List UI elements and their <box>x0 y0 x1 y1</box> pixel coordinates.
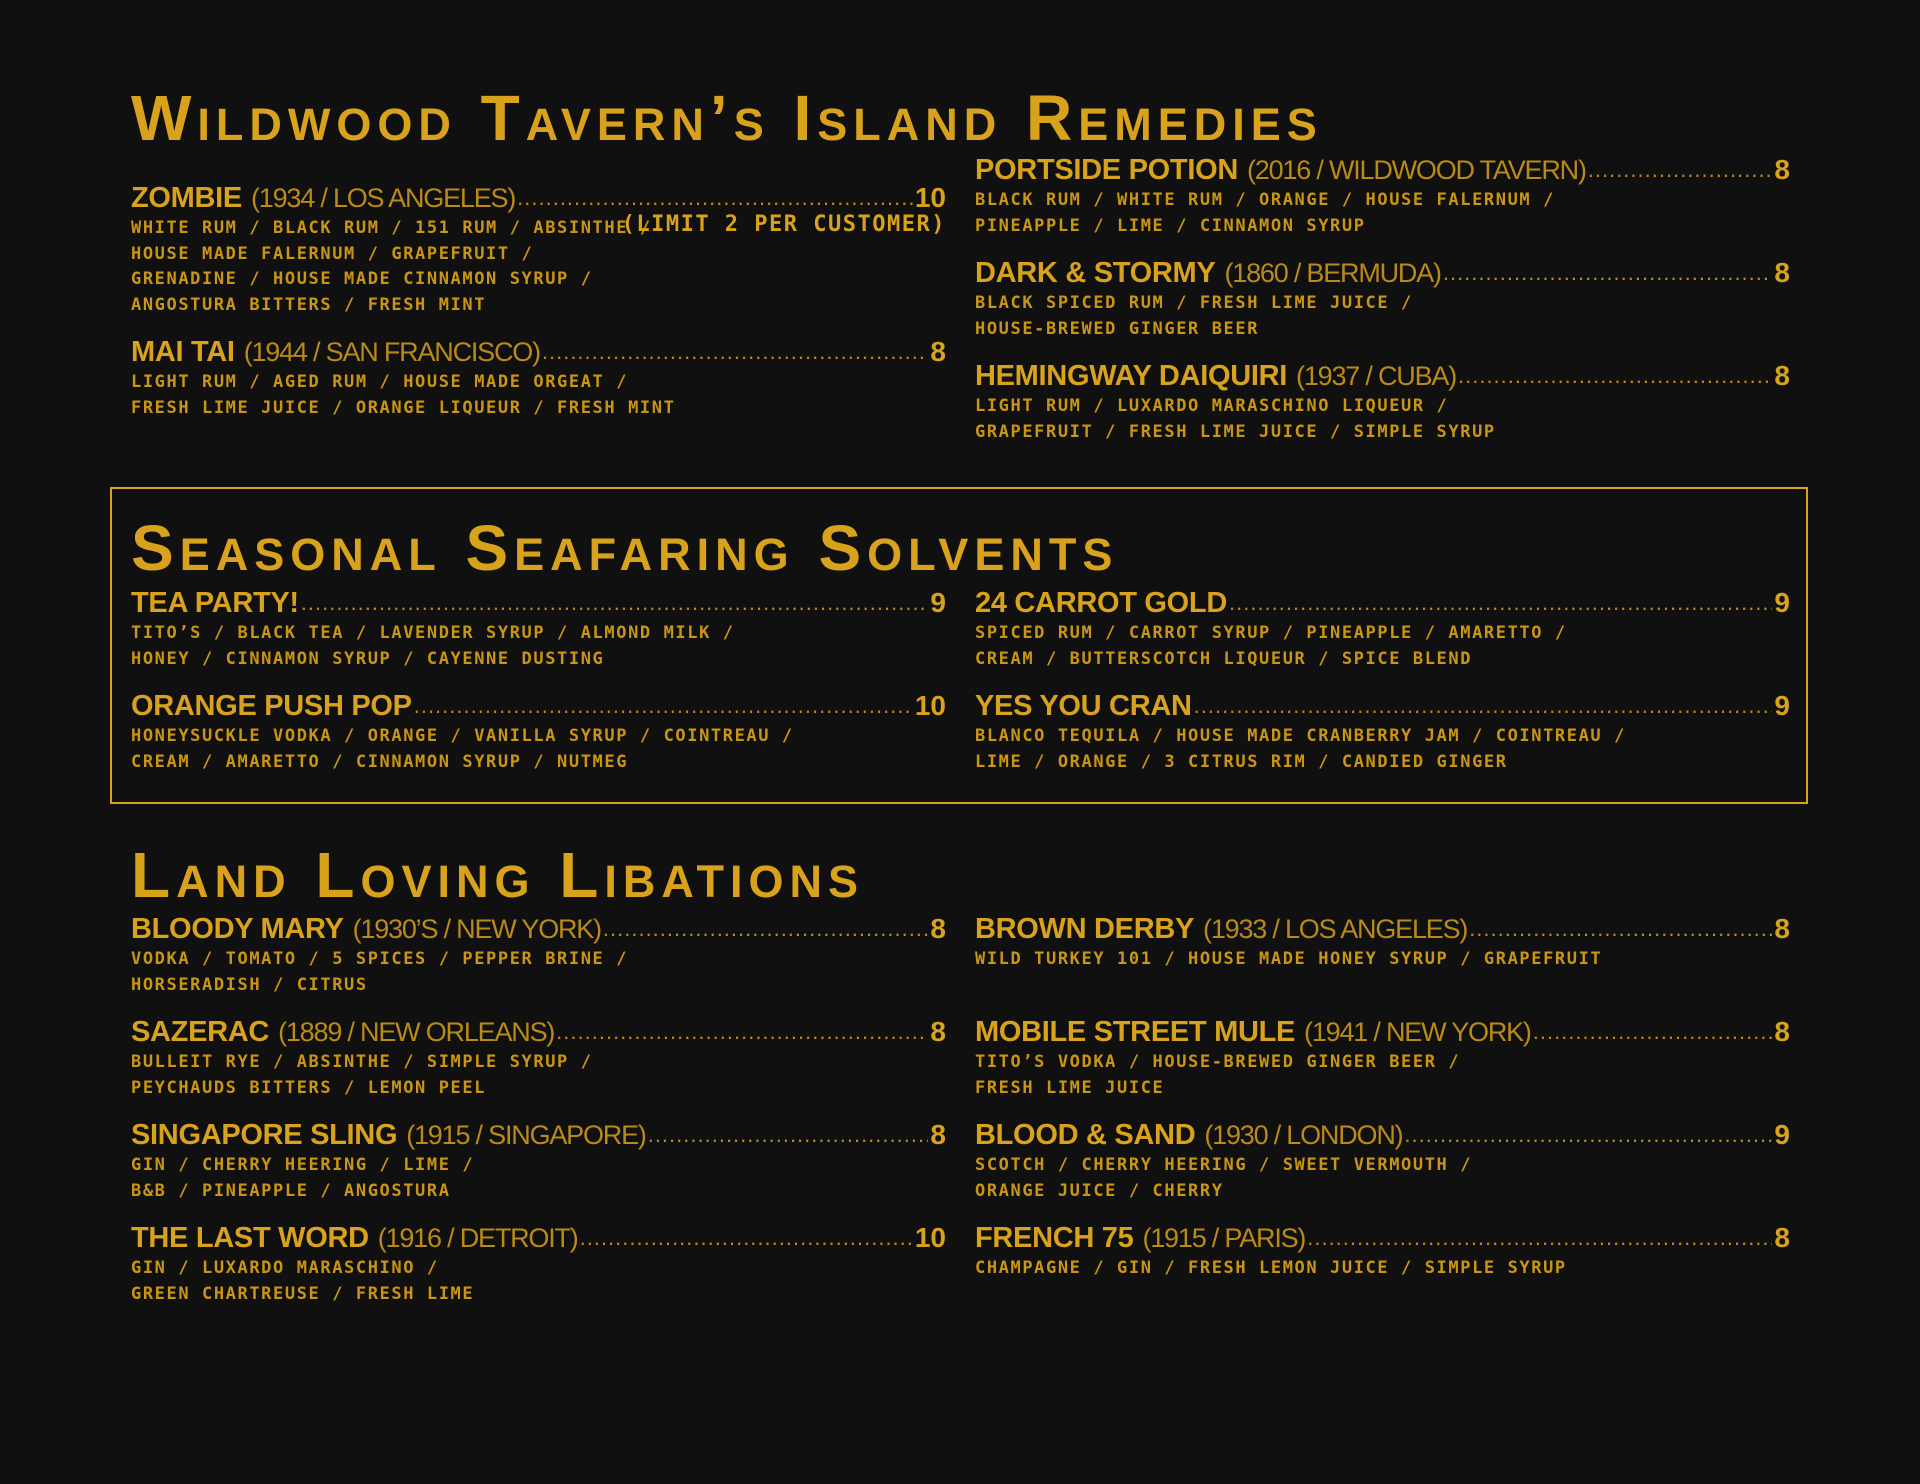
menu-item-sazerac <box>131 1016 946 1101</box>
dot-leader <box>648 1122 929 1148</box>
item-price: 8 <box>1774 360 1790 391</box>
item-description-line: CHAMPAGNE / GIN / FRESH LEMON JUICE / SIMPLE SYRUP <box>975 1258 1567 1278</box>
menu-item-french-75 <box>975 1222 1790 1282</box>
item-price: 9 <box>930 587 946 618</box>
item-price: 8 <box>1774 913 1790 944</box>
item-name: SAZERAC <box>131 1016 270 1048</box>
item-origin: (2016 / WILDWOOD TAVERN) <box>1246 155 1586 185</box>
menu-item-tea-party <box>131 587 946 672</box>
section-title: Seasonal Seafaring Solvents <box>131 512 1119 584</box>
item-price: 8 <box>930 1016 946 1047</box>
menu-item-the-last-word <box>131 1222 946 1307</box>
item-name: BROWN DERBY <box>975 913 1195 945</box>
item-name: TEA PARTY! <box>131 587 299 619</box>
item-origin: (1860 / BERMUDA) <box>1224 258 1441 288</box>
item-description-line: LIGHT RUM / LUXARDO MARASCHINO LIQUEUR / <box>975 396 1449 416</box>
item-name: FRENCH 75 <box>975 1222 1134 1254</box>
item-origin: (1915 / PARIS) <box>1142 1223 1306 1253</box>
item-price: 10 <box>914 1222 946 1253</box>
section-title: Wildwood Tavern’s Island Remedies <box>131 82 1323 154</box>
dot-leader <box>1404 1122 1772 1148</box>
item-header <box>131 1119 946 1153</box>
item-origin: (1933 / LOS ANGELES) <box>1203 914 1468 944</box>
item-name: 24 CARROT GOLD <box>975 587 1227 619</box>
item-header <box>975 587 1790 621</box>
item-description-line: PEYCHAUDS BITTERS / LEMON PEEL <box>131 1077 487 1098</box>
item-header <box>975 154 1790 188</box>
menu-item-bloody-mary <box>131 913 946 998</box>
item-price: 8 <box>1774 1222 1790 1253</box>
item-description-line: TITO’S / BLACK TEA / LAVENDER SYRUP / ALMOND MILK / <box>131 623 735 643</box>
item-price: 8 <box>1774 154 1790 185</box>
item-description-line: B&B / PINEAPPLE / ANGOSTURA <box>131 1180 451 1201</box>
item-price: 8 <box>930 913 946 944</box>
item-origin: (1915 / SINGAPORE) <box>406 1120 646 1150</box>
item-price: 8 <box>1774 1016 1790 1047</box>
item-name: HEMINGWAY DAIQUIRI <box>975 360 1288 392</box>
item-origin: (1889 / NEW ORLEANS) <box>278 1017 555 1047</box>
item-price: 9 <box>1774 1119 1790 1150</box>
item-description-line: SCOTCH / CHERRY HEERING / SWEET VERMOUTH / <box>975 1155 1473 1175</box>
item-description-line: PINEAPPLE / LIME / CINNAMON SYRUP <box>975 215 1366 236</box>
item-header <box>975 360 1790 394</box>
item-header <box>131 587 946 621</box>
item-name: SINGAPORE SLING <box>131 1119 398 1151</box>
dot-leader <box>1588 157 1773 183</box>
item-description-line: WHITE RUM / BLACK RUM / 151 RUM / ABSINTHE / <box>131 218 652 238</box>
menu-item-24-carrot-gold <box>975 587 1790 672</box>
menu-item-dark-and-stormy <box>975 257 1790 342</box>
item-description-line: FRESH LIME JUICE / ORANGE LIQUEUR / FRESH MINT <box>131 397 676 418</box>
dot-leader <box>414 693 913 719</box>
item-name: BLOOD & SAND <box>975 1119 1196 1151</box>
item-description-line: HOUSE-BREWED GINGER BEER <box>975 318 1260 339</box>
dot-leader <box>556 1019 928 1045</box>
item-price: 9 <box>1774 587 1790 618</box>
item-description-line: LIGHT RUM / AGED RUM / HOUSE MADE ORGEAT / <box>131 372 629 392</box>
section-seasonal-solvents <box>131 512 1790 786</box>
dot-leader <box>1194 693 1773 719</box>
item-origin: (1944 / SAN FRANCISCO) <box>243 337 540 367</box>
item-name: PORTSIDE POTION <box>975 154 1238 186</box>
dot-leader <box>542 339 929 365</box>
item-header <box>131 913 946 947</box>
item-description-line: BLANCO TEQUILA / HOUSE MADE CRANBERRY JAM / COINTREAU / <box>975 726 1626 746</box>
menu-item-portside-potion <box>975 154 1790 239</box>
menu-item-singapore-sling <box>131 1119 946 1204</box>
dot-leader <box>301 590 929 616</box>
item-header <box>131 182 946 216</box>
item-description-line: HORSERADISH / CITRUS <box>131 974 368 995</box>
item-name: MOBILE STREET MULE <box>975 1016 1296 1048</box>
item-description-line: GIN / CHERRY HEERING / LIME / <box>131 1155 475 1175</box>
item-price: 10 <box>914 182 946 213</box>
item-description-line: TITO’S VODKA / HOUSE-BREWED GINGER BEER / <box>975 1052 1461 1072</box>
dot-leader <box>603 916 929 942</box>
item-header <box>975 1119 1790 1153</box>
dot-leader <box>580 1225 913 1251</box>
item-description-line: WILD TURKEY 101 / HOUSE MADE HONEY SYRUP / GRAPEFRUIT <box>975 949 1603 969</box>
item-description-line: HONEYSUCKLE VODKA / ORANGE / VANILLA SYRUP / COINTREAU / <box>131 726 794 746</box>
item-header <box>975 257 1790 291</box>
item-description-line: SPICED RUM / CARROT SYRUP / PINEAPPLE / AMARETTO / <box>975 623 1567 643</box>
item-name: BLOODY MARY <box>131 913 344 945</box>
item-header <box>975 690 1790 724</box>
item-price: 10 <box>914 690 946 721</box>
item-description-line: CREAM / AMARETTO / CINNAMON SYRUP / NUTMEG <box>131 751 629 772</box>
menu-item-blood-and-sand <box>975 1119 1790 1204</box>
item-origin: (1930 / LONDON) <box>1204 1120 1403 1150</box>
item-header <box>975 1222 1790 1256</box>
item-price: 8 <box>1774 257 1790 288</box>
item-description-line: HOUSE MADE FALERNUM / GRAPEFRUIT / <box>131 243 534 264</box>
item-header <box>975 1016 1790 1050</box>
item-origin: (1937 / CUBA) <box>1296 361 1456 391</box>
item-description-line: HONEY / CINNAMON SYRUP / CAYENNE DUSTING <box>131 648 605 669</box>
item-description-line: GREEN CHARTREUSE / FRESH LIME <box>131 1283 475 1304</box>
item-description-line: LIME / ORANGE / 3 CITRUS RIM / CANDIED GINGER <box>975 751 1508 772</box>
item-note: (LIMIT 2 PER CUSTOMER) <box>621 212 946 237</box>
item-origin: (1941 / NEW YORK) <box>1304 1017 1531 1047</box>
item-header <box>131 1016 946 1050</box>
dot-leader <box>1458 363 1772 389</box>
dot-leader <box>517 185 913 211</box>
item-name: YES YOU CRAN <box>975 690 1192 722</box>
dot-leader <box>1443 260 1773 286</box>
menu-item-hemingway-daiquiri <box>975 360 1790 445</box>
item-price: 8 <box>930 1119 946 1150</box>
item-description-line: CREAM / BUTTERSCOTCH LIQUEUR / SPICE BLEND <box>975 648 1473 669</box>
menu-item-brown-derby <box>975 913 1790 973</box>
dot-leader <box>1469 916 1772 942</box>
item-name: THE LAST WORD <box>131 1222 369 1254</box>
item-header <box>131 336 946 370</box>
item-description-line: BLACK SPICED RUM / FRESH LIME JUICE / <box>975 293 1413 313</box>
item-name: ZOMBIE <box>131 182 242 214</box>
item-description-line: GRAPEFRUIT / FRESH LIME JUICE / SIMPLE SYRUP <box>975 421 1496 442</box>
item-header <box>975 913 1790 947</box>
item-name: DARK & STORMY <box>975 257 1216 289</box>
item-description-line: GIN / LUXARDO MARASCHINO / <box>131 1258 439 1278</box>
section-island-remedies <box>131 82 1790 456</box>
item-description-line: BULLEIT RYE / ABSINTHE / SIMPLE SYRUP / <box>131 1052 593 1072</box>
item-description-line: BLACK RUM / WHITE RUM / ORANGE / HOUSE FALERNUM / <box>975 190 1555 210</box>
dot-leader <box>1307 1225 1772 1251</box>
section-land-libations <box>131 839 1790 1323</box>
item-header <box>131 1222 946 1256</box>
menu-item-zombie <box>131 182 946 318</box>
menu-item-mai-tai <box>131 336 946 421</box>
menu-item-orange-push-pop <box>131 690 946 775</box>
item-price: 9 <box>1774 690 1790 721</box>
item-origin: (1916 / DETROIT) <box>377 1223 578 1253</box>
dot-leader <box>1533 1019 1773 1045</box>
item-description-line: ORANGE JUICE / CHERRY <box>975 1180 1224 1201</box>
item-header <box>131 690 946 724</box>
dot-leader <box>1229 590 1772 616</box>
item-description-line: FRESH LIME JUICE <box>975 1077 1165 1098</box>
item-description-line: ANGOSTURA BITTERS / FRESH MINT <box>131 294 487 315</box>
menu-item-yes-you-cran <box>975 690 1790 775</box>
item-description-line: GRENADINE / HOUSE MADE CINNAMON SYRUP / <box>131 269 593 289</box>
item-price: 8 <box>930 336 946 367</box>
item-name: MAI TAI <box>131 336 235 368</box>
section-title: Land Loving Libations <box>131 839 865 911</box>
item-origin: (1930’S / NEW YORK) <box>352 914 601 944</box>
item-description-line: VODKA / TOMATO / 5 SPICES / PEPPER BRINE / <box>131 949 629 969</box>
item-name: ORANGE PUSH POP <box>131 690 412 722</box>
item-origin: (1934 / LOS ANGELES) <box>250 183 516 213</box>
menu-item-mobile-street-mule <box>975 1016 1790 1101</box>
